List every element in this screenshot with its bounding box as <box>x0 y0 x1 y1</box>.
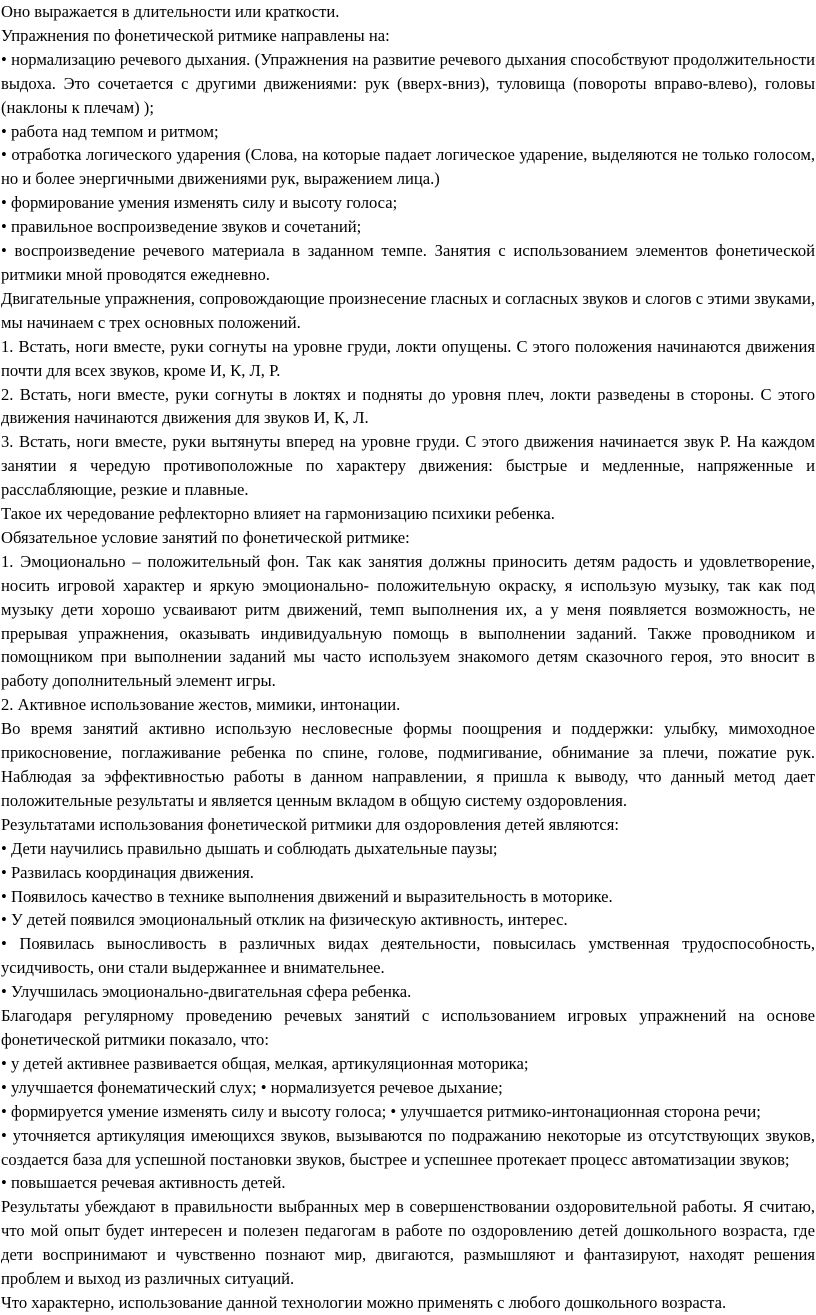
outcome-voice-intonation: • формируется умение изменять силу и высоту голоса; • улучшается ритмико-интонационная сторона речи; <box>1 1101 761 1121</box>
paragraph-nonverbal-support: Во время занятий активно использую несловесные формы поощрения и поддержки: улыбку, мимоходное прикосновение, поглаживание ребенка по спине, голове, подмигивание, обнимание за плечи, пожатие рук. Наблюдая за эффективностью работы в данном направлении, я пришла к выводу, что данный метод дает положительные результаты и является ценным вкладом в общую систему оздоровления. <box>1 719 815 810</box>
paragraph-conclusion: Результаты убеждают в правильности выбранных мер в совершенствовании оздоровительной работы. Я считаю, что мой опыт будет интересен и полезен педагогам в работе по оздоровлению детей дошкольного возраста, где дети воспринимают и чувственно познают мир, двигаются, размышляют и фантазируют, находят решения проблем и выход из различных ситуаций. <box>1 1197 815 1289</box>
paragraph-motor-exercises: Двигательные упражнения, сопровождающие произнесение гласных и согласных звуков и слогов с этими звуками, мы начинаем с трех основных положений. <box>1 288 815 332</box>
list-item-gestures: 2. Активное использование жестов, мимики, интонации. <box>1 695 401 715</box>
bullet-tempo-rhythm: • работа над темпом и ритмом; <box>1 121 219 141</box>
result-coordination: • Развилась координация движения. <box>1 862 254 882</box>
bullet-breathing: • нормализацию речевого дыхания. (Упражнения на развитие речевого дыхания способствуют продолжительности выдоха. Это сочетается с другими движениями: рук (вверх-вниз), туловища (повороты вправо-влево), головы (наклоны к плечам) ); <box>1 49 815 117</box>
list-item-position-3: 3. Встать, ноги вместе, руки вытянуты вперед на уровне груди. С этого движения начинается звук Р. На каждом занятии я чередую противоположные по характеру движения: быстрые и медленные, напряженные и расслабляющие, резкие и плавные. <box>1 432 815 500</box>
bullet-sound-reproduction: • правильное воспроизведение звуков и сочетаний; <box>1 217 362 237</box>
paragraph-regular-practice: Благодаря регулярному проведению речевых занятий с использованием игровых упражнений на основе фонетической ритмики показало, что: <box>1 1006 815 1049</box>
outcome-articulation: • уточняется артикуляция имеющихся звуков, вызываются по подражанию некоторые из отсутствующих звуков, создается база для успешной постановки звуков, быстрее и успешнее протекает процесс автоматизации звуков; <box>1 1125 815 1169</box>
result-emotional-motor: • Улучшилась эмоционально-двигательная сфера ребенка. <box>1 982 412 1002</box>
paragraph-final-note: Что характерно, использование данной технологии можно применять с любого дошкольного возраста. <box>1 1292 727 1312</box>
paragraph-condition-heading: Обязательное условие занятий по фонетической ритмике: <box>1 527 410 547</box>
bullet-voice-strength: • формирование умения изменять силу и высоту голоса; <box>1 193 398 213</box>
paragraph-results-heading: Результатами использования фонетической ритмики для оздоровления детей являются: <box>1 814 620 834</box>
bullet-logical-stress: • отработка логического ударения (Слова, на которые падает логическое ударение, выделяются не только голосом, но и более энергичными движениями рук, выражением лица.) <box>1 145 815 189</box>
result-breathing: • Дети научились правильно дышать и соблюдать дыхательные паузы; <box>1 838 498 858</box>
paragraph-alternation: Такое их чередование рефлекторно влияет на гармонизацию психики ребенка. <box>1 504 555 524</box>
paragraph-intro-duration: Оно выражается в длительности или краткости. <box>1 2 340 21</box>
result-emotional-response: • У детей появился эмоциональный отклик на физическую активность, интерес. <box>1 910 568 930</box>
outcome-motor-skills: • у детей активнее развивается общая, мелкая, артикуляционная моторика; <box>1 1053 529 1073</box>
paragraph-exercises-heading: Упражнения по фонетической ритмике направлены на: <box>1 25 390 45</box>
bullet-speech-tempo: • воспроизведение речевого материала в заданном темпе. Занятия с использованием элементов фонетической ритмики мной проводятся ежедневно. <box>1 241 815 284</box>
list-item-position-1: 1. Встать, ноги вместе, руки согнуты на уровне груди, локти опущены. С этого положения начинаются движения почти для всех звуков, кроме И, К, Л, Р. <box>1 336 815 380</box>
list-item-position-2: 2. Встать, ноги вместе, руки согнуты в локтях и подняты до уровня плеч, локти разведены в стороны. С этого движения начинаются движения для звуков И, К, Л. <box>1 384 815 428</box>
outcome-speech-activity: • повышается речевая активность детей. <box>1 1173 286 1193</box>
list-item-emotional-background: 1. Эмоционально – положительный фон. Так как занятия должны приносить детям радость и удовлетворение, носить игровой характер и яркую эмоционально- положительную окраску, я использую музыку, так как под музыку дети хорошо усваивают ритм движений, темп выполнения их, а у меня появляется возможность, не прерывая упражнения, оказывать индивидуальную помощь в выполнении заданий. Также проводником и помощником при выполнении заданий мы часто используем знакомого детям сказочного героя, это вносит в работу дополнительный элемент игры. <box>1 551 815 691</box>
result-technique: • Появилось качество в технике выполнения движений и выразительность в моторике. <box>1 886 613 906</box>
result-endurance: • Появилась выносливость в различных видах деятельности, повысилась умственная трудоспособность, усидчивость, они стали выдержаннее и внимательнее. <box>1 934 815 978</box>
outcome-phonemic-hearing: • улучшается фонематический слух; • нормализуется речевое дыхание; <box>1 1077 503 1097</box>
